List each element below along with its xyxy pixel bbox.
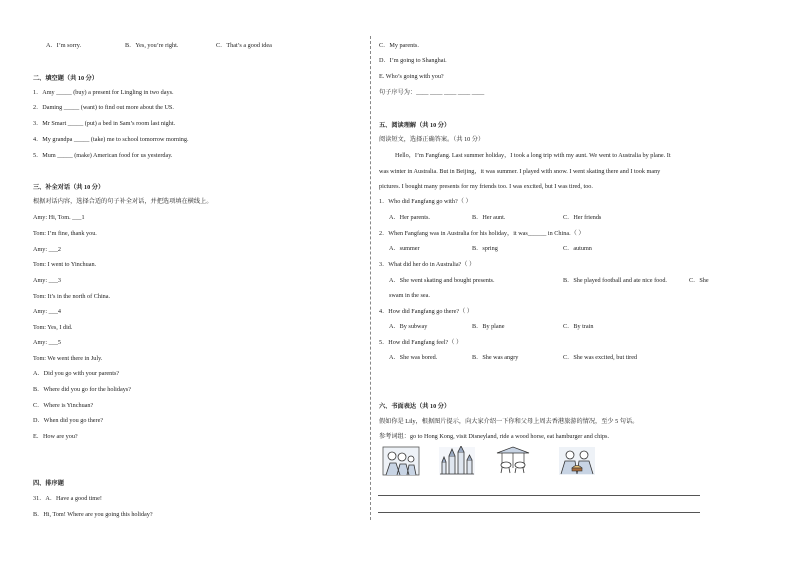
fill-item: 3．Mr Smart _____ (put) a bed in Sam’s room last night. [33,120,176,127]
answer-option: A．She was bored. [389,354,438,361]
passage-line: Hello，I’m Fangfang. Last summer holiday，I took a long trip with my aunt. We went to Australia by plane. It [395,152,671,159]
answer-option: B．She played football and ate nice food. [563,277,667,284]
question: 4．How did Fangfang go there?（ ） [379,308,473,315]
dialogue-option: E．How are you? [33,433,78,440]
answer-option: C．She was excited, but tired [563,354,638,361]
writing-prompt: 假如你是 Lily，根据图片提示，向大家介绍一下你和父母上周去香港旅游的情况，至少 5 句话。 [379,418,639,425]
hamburger-meal-icon [558,446,596,476]
fill-item: 4．My grandpa _____ (take) me to school tomorrow morning. [33,136,189,143]
dialogue-line: Tom: I’m fine, thank you. [33,230,97,237]
section-2-title: 二、填空题（共 10 分） [33,75,98,82]
dialogue-option: C．Where is Yinchuan? [33,402,94,409]
answer-option: A．She went skating and bought presents. [389,277,495,284]
option-b: B．Yes, you’re right. [125,42,179,49]
dialogue-line: Tom: We went there in July. [33,355,103,362]
answer-option: B．She was angry [472,354,519,361]
section-5-instruction: 阅读短文，选择正确答案。（共 10 分） [379,136,485,143]
order-item: 31．A．Have a good time! [33,495,102,502]
order-item: D．I’m going to Shanghai. [379,57,447,64]
answer-option: A．summer [389,245,420,252]
dialogue-option: D．When did you go there? [33,417,104,424]
question: 5．How did Fangfang feel?（ ） [379,339,463,346]
family-photo-icon [382,446,420,476]
section-5-title: 五、阅读理解（共 10 分） [379,122,451,129]
answer-option: C．Her friends [563,214,602,221]
option-a: A．I’m sorry. [46,42,81,49]
question: 1．Who did Fangfang go with?（ ） [379,198,472,205]
order-item: C．My parents. [379,42,419,49]
question: 2．When Fangfang was in Australia for his holiday，it was______ in China.（ ） [379,230,585,237]
writing-line[interactable] [378,495,700,496]
answer-option: C．By train [563,323,594,330]
order-item: E. Who’s going with you? [379,73,444,80]
answer-option: A．Her parents. [389,214,430,221]
writing-line[interactable] [378,512,700,513]
dialogue-line: Amy: ___5 [33,339,62,346]
question: 3．What did her do in Australia?（ ） [379,261,476,268]
answer-option-cont: swam in the sea. [389,292,430,299]
fill-item: 1．Amy _____ (buy) a present for Lingling in two days. [33,89,174,96]
dialogue-option: A．Did you go with your parents? [33,370,120,377]
dialogue-line: Tom: Yes, I did. [33,324,73,331]
castle-icon [438,446,476,476]
column-divider [370,36,371,520]
dialogue-line: Tom: It’s in the north of China. [33,293,111,300]
option-c: C．That’s a good idea [216,42,272,49]
fill-item: 5．Mum _____ (make) American food for us yesterday. [33,152,173,159]
dialogue-line: Tom: I went to Yinchuan. [33,261,97,268]
section-4-title: 四、排序题 [33,480,64,487]
answer-option: B．spring [472,245,498,252]
passage-line: pictures. I bought many presents for my friends too. I was excited, but I was tired, too. [379,183,593,190]
fill-item: 2．Daming _____ (want) to find out more about the US. [33,104,174,111]
answer-option: B．By plane [472,323,505,330]
dialogue-line: Amy: ___4 [33,308,62,315]
answer-option: C．autumn [563,245,592,252]
dialogue-line: Amy: ___2 [33,246,62,253]
section-6-title: 六、书面表达（共 10 分） [379,403,451,410]
answer-option: B．Her aunt. [472,214,506,221]
dialogue-line: Amy: Hi, Tom. ___1 [33,214,85,221]
passage-line: was winter in Australia. But in Beijing，it was summer. I played with snow. I went skating there and I took many [379,168,661,175]
answer-option: A．By subway [389,323,428,330]
section-3-title: 三、补全对话（共 10 分） [33,184,105,191]
dialogue-line: Amy: ___3 [33,277,62,284]
dialogue-option: B．Where did you go for the holidays? [33,386,131,393]
section-3-instruction: 根据对话内容，选择合适的句子补全对话，并把选项填在横线上。 [33,198,213,205]
order-answer-label: 句子序号为：____ ____ ____ ____ ____ [379,89,485,96]
answer-option: C．She [689,277,709,284]
writing-reference: 参考词组：go to Hong Kong, visit Disneyland, ride a wood horse, eat hamburger and chips. [379,433,609,440]
order-item: B．Hi, Tom! Where are you going this holiday? [33,511,153,518]
carousel-icon [494,446,532,476]
